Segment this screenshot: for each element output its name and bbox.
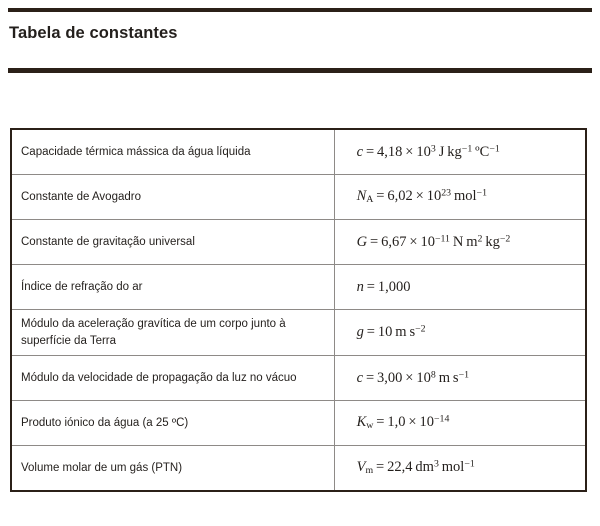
unit-symbol: m: [395, 324, 407, 341]
table-row: [11, 446, 586, 492]
table-row: [11, 129, 586, 175]
constant-number: 4,18: [377, 143, 403, 160]
constant-value-cell: [334, 265, 586, 310]
constant-symbol: G: [356, 233, 368, 250]
equals-sign: =: [363, 278, 378, 295]
constant-value-cell: [334, 446, 586, 492]
constant-name: Constante de gravitação universal: [21, 235, 195, 248]
equals-sign: =: [363, 324, 378, 341]
constant-name-cell: [11, 265, 334, 310]
unit-exponent: −1: [476, 187, 488, 199]
constant-symbol: c: [356, 143, 364, 160]
table-row: [11, 220, 586, 265]
unit-symbol: s: [452, 369, 459, 386]
unit-symbol: mol: [441, 459, 465, 476]
constant-value: [335, 317, 585, 348]
constant-symbol: c: [356, 369, 364, 386]
multiplication-sign: ×: [402, 369, 417, 386]
unit-exponent: −2: [499, 232, 511, 244]
constant-name: Capacidade térmica mássica da água líquida: [21, 145, 251, 158]
constant-name: Índice de refração do ar: [21, 280, 143, 293]
power-base: 10: [419, 414, 434, 431]
unit-symbol: m: [466, 233, 478, 250]
unit-symbol: kg: [485, 233, 500, 250]
power-exponent: −14: [433, 413, 450, 425]
power-base: 10: [426, 188, 442, 205]
unit-symbol: N: [452, 233, 464, 250]
unit-exponent: −1: [464, 458, 475, 470]
table-row: [11, 356, 586, 401]
constant-value: [335, 452, 585, 484]
constant-symbol: V: [356, 459, 366, 476]
constant-name-cell: [11, 310, 334, 356]
constant-name: Constante de Avogadro: [21, 190, 141, 203]
header-rule-top: [8, 8, 592, 12]
constants-table: [10, 128, 587, 492]
constant-symbol-subscript: w: [366, 420, 374, 432]
unit-exponent: 2: [477, 232, 483, 244]
constant-name-cell: [11, 401, 334, 446]
power-exponent: 23: [441, 187, 452, 199]
constant-name-cell: [11, 175, 334, 220]
unit-symbol: kg: [447, 143, 462, 160]
power-base: 10: [416, 369, 431, 386]
constants-table-body: [11, 129, 586, 491]
constant-name: Módulo da velocidade de propagação da luz no vácuo: [21, 372, 297, 384]
constant-name-cell: [11, 220, 334, 265]
constant-symbol-subscript: m: [365, 465, 374, 477]
equals-sign: =: [373, 414, 388, 431]
table-row: [11, 401, 586, 446]
multiplication-sign: ×: [406, 233, 421, 250]
unit-exponent: −1: [489, 142, 500, 154]
unit-symbol: J: [438, 143, 445, 160]
constant-name-cell: [11, 446, 334, 492]
equals-sign: =: [367, 233, 382, 250]
multiplication-sign: ×: [402, 143, 417, 160]
constant-symbol: K: [356, 414, 367, 431]
table-row: [11, 265, 586, 310]
equals-sign: =: [373, 459, 388, 476]
constant-name: Produto iónico da água (a 25 ºC): [21, 417, 189, 429]
equals-sign: =: [373, 188, 388, 205]
page-title: Tabela de constantes: [9, 24, 178, 42]
constant-name: Volume molar de um gás (PTN): [21, 462, 183, 474]
constant-number: 6,02: [387, 188, 413, 205]
constant-value: [335, 137, 585, 168]
constant-value-cell: [334, 129, 586, 175]
constant-value: [335, 181, 585, 213]
unit-exponent: 3: [433, 458, 439, 470]
constant-name-cell: [11, 356, 334, 401]
header-rule-bottom: [8, 68, 592, 73]
unit-symbol: m: [438, 369, 450, 386]
constant-symbol: N: [356, 188, 367, 205]
power-exponent: 8: [430, 369, 436, 381]
multiplication-sign: ×: [412, 188, 427, 205]
constant-value-cell: [334, 220, 586, 265]
table-row: [11, 175, 586, 220]
unit-symbol: dm: [415, 459, 434, 476]
power-exponent: 3: [430, 142, 436, 154]
constant-name: Módulo da aceleração gravítica de um corpo junto à superfície da Terra: [21, 318, 286, 347]
constant-value-cell: [334, 310, 586, 356]
constant-number: 1,0: [387, 414, 406, 431]
power-base: 10: [416, 143, 431, 160]
constant-value-cell: [334, 356, 586, 401]
constant-value: [335, 363, 585, 394]
constant-value: [335, 227, 585, 258]
constant-number: 6,67: [381, 233, 407, 250]
constant-value-cell: [334, 175, 586, 220]
constant-value: [335, 272, 585, 303]
unit-symbol: s: [409, 324, 416, 341]
constant-symbol: g: [356, 324, 364, 341]
constant-value: [335, 407, 585, 439]
unit-exponent: −1: [458, 369, 470, 381]
power-exponent: −11: [434, 232, 450, 244]
unit-exponent: −2: [415, 323, 426, 335]
constant-name-cell: [11, 129, 334, 175]
constant-number: 10: [377, 324, 393, 341]
multiplication-sign: ×: [405, 414, 420, 431]
equals-sign: =: [363, 369, 378, 386]
constant-symbol: n: [356, 278, 364, 295]
constant-value-cell: [334, 401, 586, 446]
power-base: 10: [420, 233, 435, 250]
unit-symbol: ºC: [475, 143, 490, 160]
unit-symbol: mol: [453, 188, 477, 205]
constant-number: 1,000: [377, 278, 411, 295]
equals-sign: =: [363, 143, 378, 160]
table-row: [11, 310, 586, 356]
constant-number: 3,00: [377, 369, 403, 386]
constant-symbol-subscript: A: [366, 194, 374, 206]
constant-number: 22,4: [387, 459, 413, 476]
unit-exponent: −1: [461, 142, 473, 154]
